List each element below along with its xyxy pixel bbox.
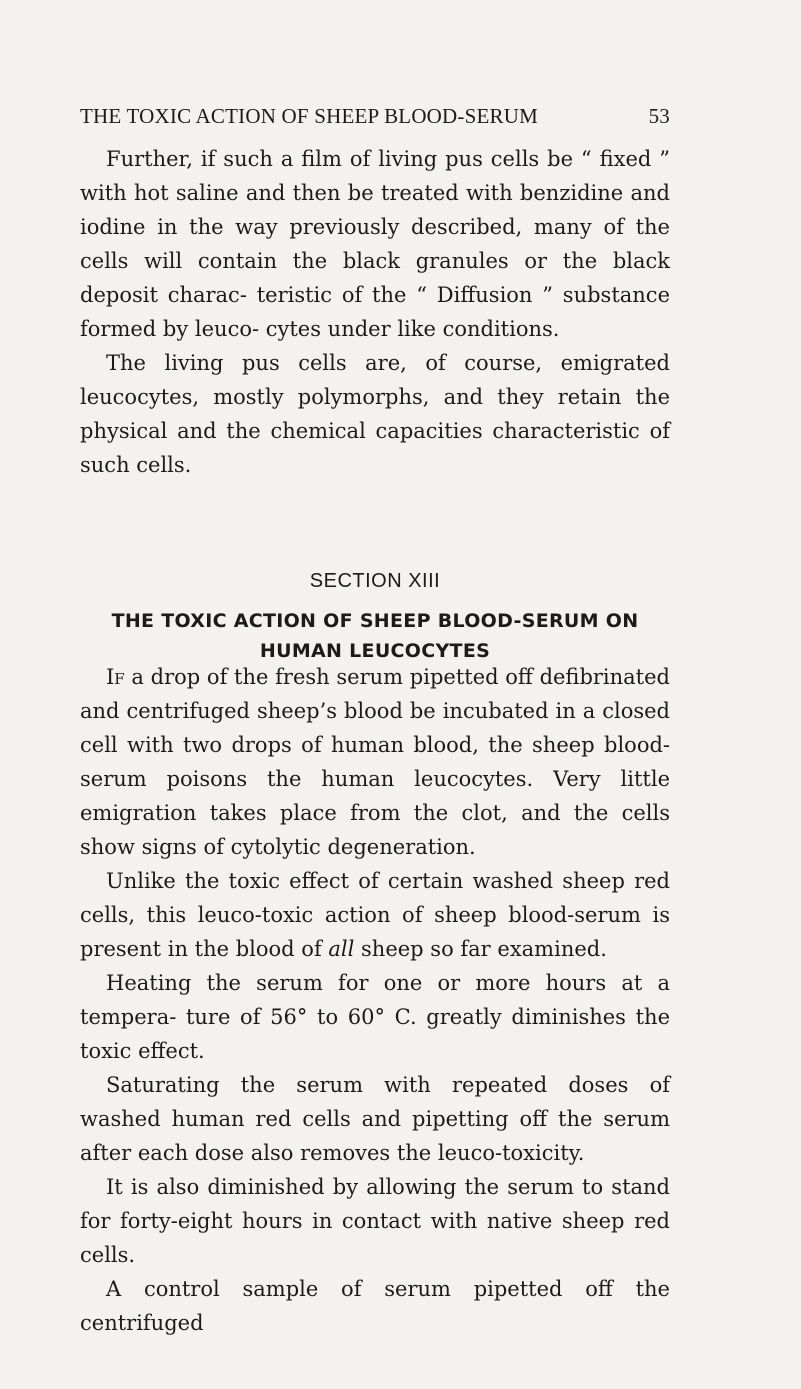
paragraph-part: sheep so far examined.	[354, 937, 607, 961]
paragraph: Further, if such a film of living pus cells be “ fixed ” with hot saline and then be treated with benzidine and iodine in the way previously described, many of the cells will contain the black granules or the black deposit charac- teristic of the “ Diffusion ” substance formed by leuco- cytes under like conditions.	[80, 147, 670, 341]
paragraph-part: Unlike the toxic effect of certain washed sheep red cells, this leuco-toxic action of sheep blood-serum is present in the blood of	[80, 869, 670, 961]
paragraph-lead: If	[106, 665, 125, 689]
paragraph	[80, 660, 670, 864]
section-number: SECTION XIII	[309, 570, 441, 592]
emphasis: all	[328, 937, 355, 961]
paragraph: The living pus cells are, of course, emigrated leucocytes, mostly polymorphs, and they retain the physical and the chemical capacities characteristic of such cells.	[80, 351, 670, 477]
continuation-text	[80, 142, 670, 482]
running-head	[80, 104, 670, 129]
paragraph: A control sample of serum pipetted off the centrifuged	[80, 1277, 670, 1335]
section-title: THE TOXIC ACTION OF SHEEP BLOOD-SERUM ON HUMAN LEUCOCYTES	[111, 610, 639, 662]
page-number: 53	[648, 104, 670, 128]
paragraph	[80, 864, 670, 966]
paragraph: It is also diminished by allowing the serum to stand for forty-eight hours in contact with native sheep red cells.	[80, 1175, 670, 1267]
paragraph: Saturating the serum with repeated doses of washed human red cells and pipetting off the serum after each dose also removes the leuco-toxicity.	[80, 1073, 670, 1165]
paragraph-rest: a drop of the fresh serum pipetted off defibrinated and centrifuged sheep’s blood be incubated in a closed cell with two drops of human blood, the sheep blood-serum poisons the human leucocytes. Very little emigration takes place from the clot, and the cells show signs of cytolytic degeneration.	[80, 665, 670, 859]
paragraph: Heating the serum for one or more hours at a tempera- ture of 56° to 60° C. greatly diminishes the toxic effect.	[80, 971, 670, 1063]
running-head-title: THE TOXIC ACTION OF SHEEP BLOOD-SERUM	[80, 104, 538, 128]
section-text	[80, 660, 670, 1340]
